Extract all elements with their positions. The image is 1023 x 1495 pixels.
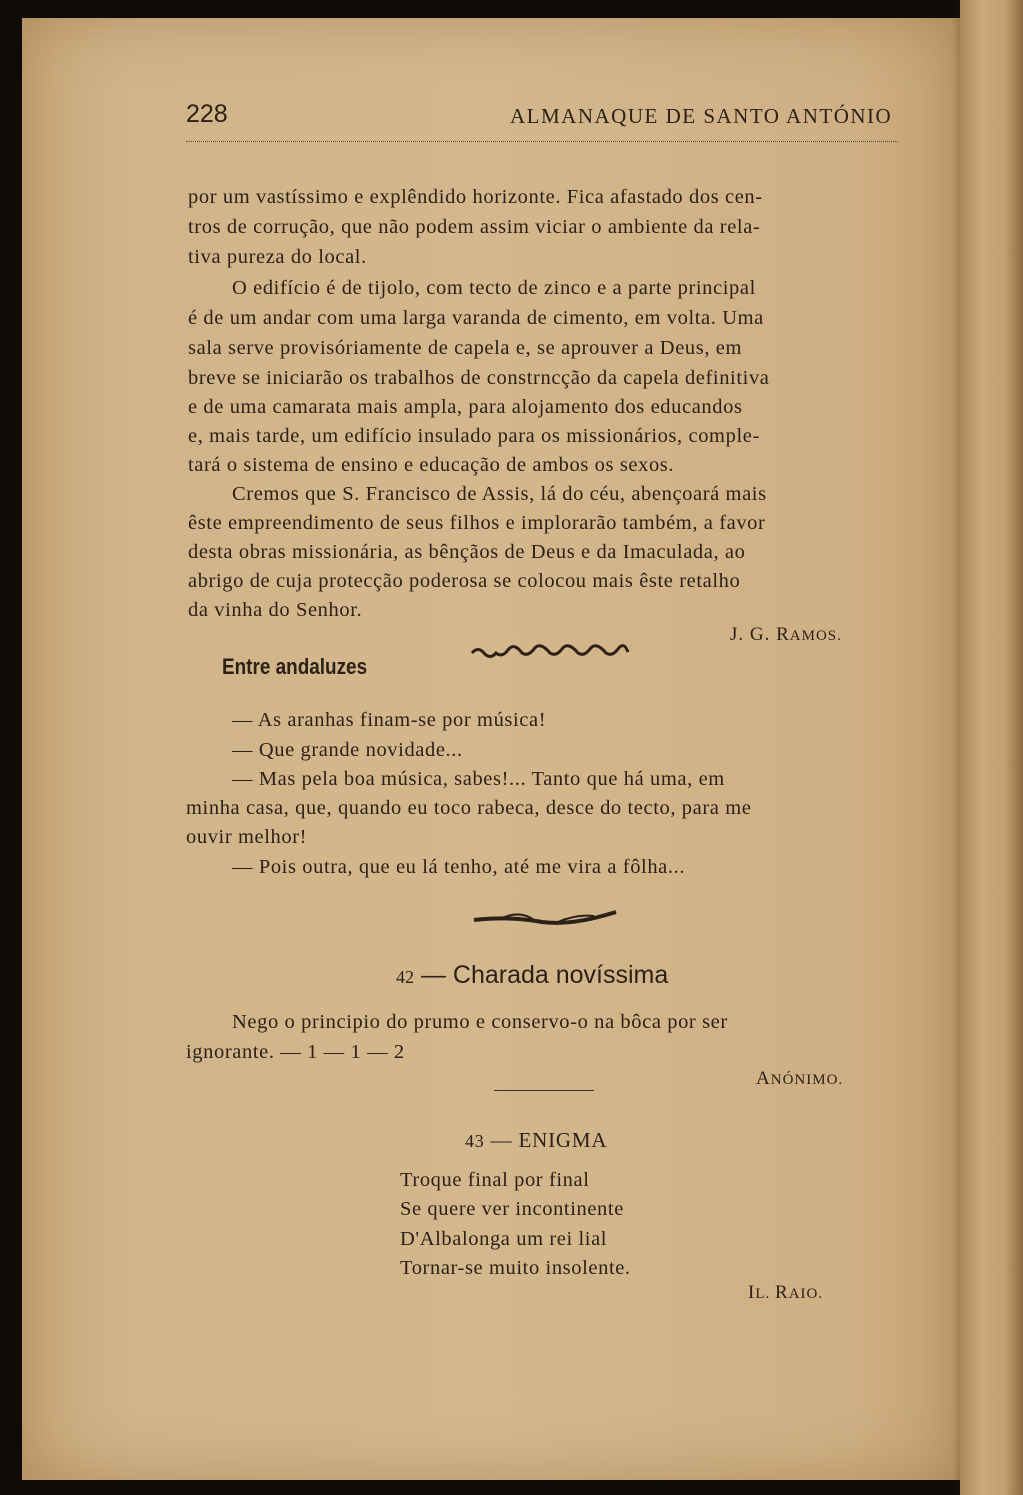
article-line: êste empreendimento de seus filhos e implorarão também, a favor (188, 512, 766, 534)
book-spine-edge (960, 0, 1023, 1495)
verse-line: D'Albalonga um rei lial (400, 1228, 608, 1250)
article-line: da vinha do Senhor. (188, 599, 363, 621)
dialogue-line: — Mas pela boa música, sabes!... Tanto que há uma, em (232, 768, 725, 790)
article-line: e de uma camarata mais ampla, para alojamento dos educandos (188, 396, 743, 418)
article-line: tros de corrução, que não podem assim viciar o ambiente da rela- (188, 216, 761, 238)
charada-line: ignorante. — 1 — 1 — 2 (186, 1041, 405, 1063)
charada-heading: 42 — Charada novíssima (396, 961, 669, 989)
article-line: breve se iniciarão os trabalhos de constrncção da capela definitiva (188, 367, 770, 389)
article-line: desta obras missionária, as bênçãos de Deus e da Imaculada, ao (188, 541, 746, 563)
dialogue-line: — Pois outra, que eu lá tenho, até me vira a fôlha... (232, 856, 686, 878)
article-line: O edifício é de tijolo, com tecto de zinco e a parte principal (232, 277, 756, 299)
enigma-author: IL. RAIO. (748, 1282, 824, 1303)
section-heading-entre-andaluzes: Entre andaluzes (222, 654, 368, 679)
charada-line: Nego o principio do prumo e conservo-o na bôca por ser (232, 1011, 728, 1033)
article-line: tiva pureza do local. (188, 246, 367, 268)
verse-line: Se quere ver incontinente (400, 1198, 624, 1220)
charada-author: ANÓNIMO. (756, 1068, 844, 1089)
header-rule (186, 141, 898, 142)
article-line: é de um andar com uma larga varanda de cimento, em volta. Uma (188, 307, 764, 329)
dialogue-line: minha casa, que, quando eu toco rabeca, desce do tecto, para me (186, 797, 752, 819)
verse-line: Troque final por final (400, 1169, 590, 1191)
article-line: Cremos que S. Francisco de Assis, lá do céu, abençoará mais (232, 483, 767, 505)
dialogue-line: ouvir melhor! (186, 826, 308, 848)
dialogue-line: — Que grande novidade... (232, 739, 463, 761)
article-line: tará o sistema de ensino e educação de ambos os sexos. (188, 454, 675, 476)
article-line: e, mais tarde, um edifício insulado para os missionários, comple- (188, 425, 760, 447)
verse-line: Tornar-se muito insolente. (400, 1257, 631, 1279)
section-rule (494, 1090, 594, 1091)
article-signature: J. G. RAMOS. (730, 624, 842, 645)
running-title: ALMANAQUE DE SANTO ANTÓNIO (510, 104, 893, 128)
swash-ornament-divider (472, 906, 618, 928)
article-line: abrigo de cuja protecção poderosa se colocou mais êste retalho (188, 570, 741, 592)
page-number: 228 (186, 100, 228, 128)
article-line: sala serve provisóriamente de capela e, se aprouver a Deus, em (188, 337, 743, 359)
article-line: por um vastíssimo e explêndido horizonte. Fica afastado dos cen- (188, 186, 763, 208)
wavy-ornament-divider (470, 644, 630, 660)
dialogue-line: — As aranhas finam-se por música! (232, 709, 547, 731)
enigma-heading: 43 — ENIGMA (465, 1128, 608, 1152)
